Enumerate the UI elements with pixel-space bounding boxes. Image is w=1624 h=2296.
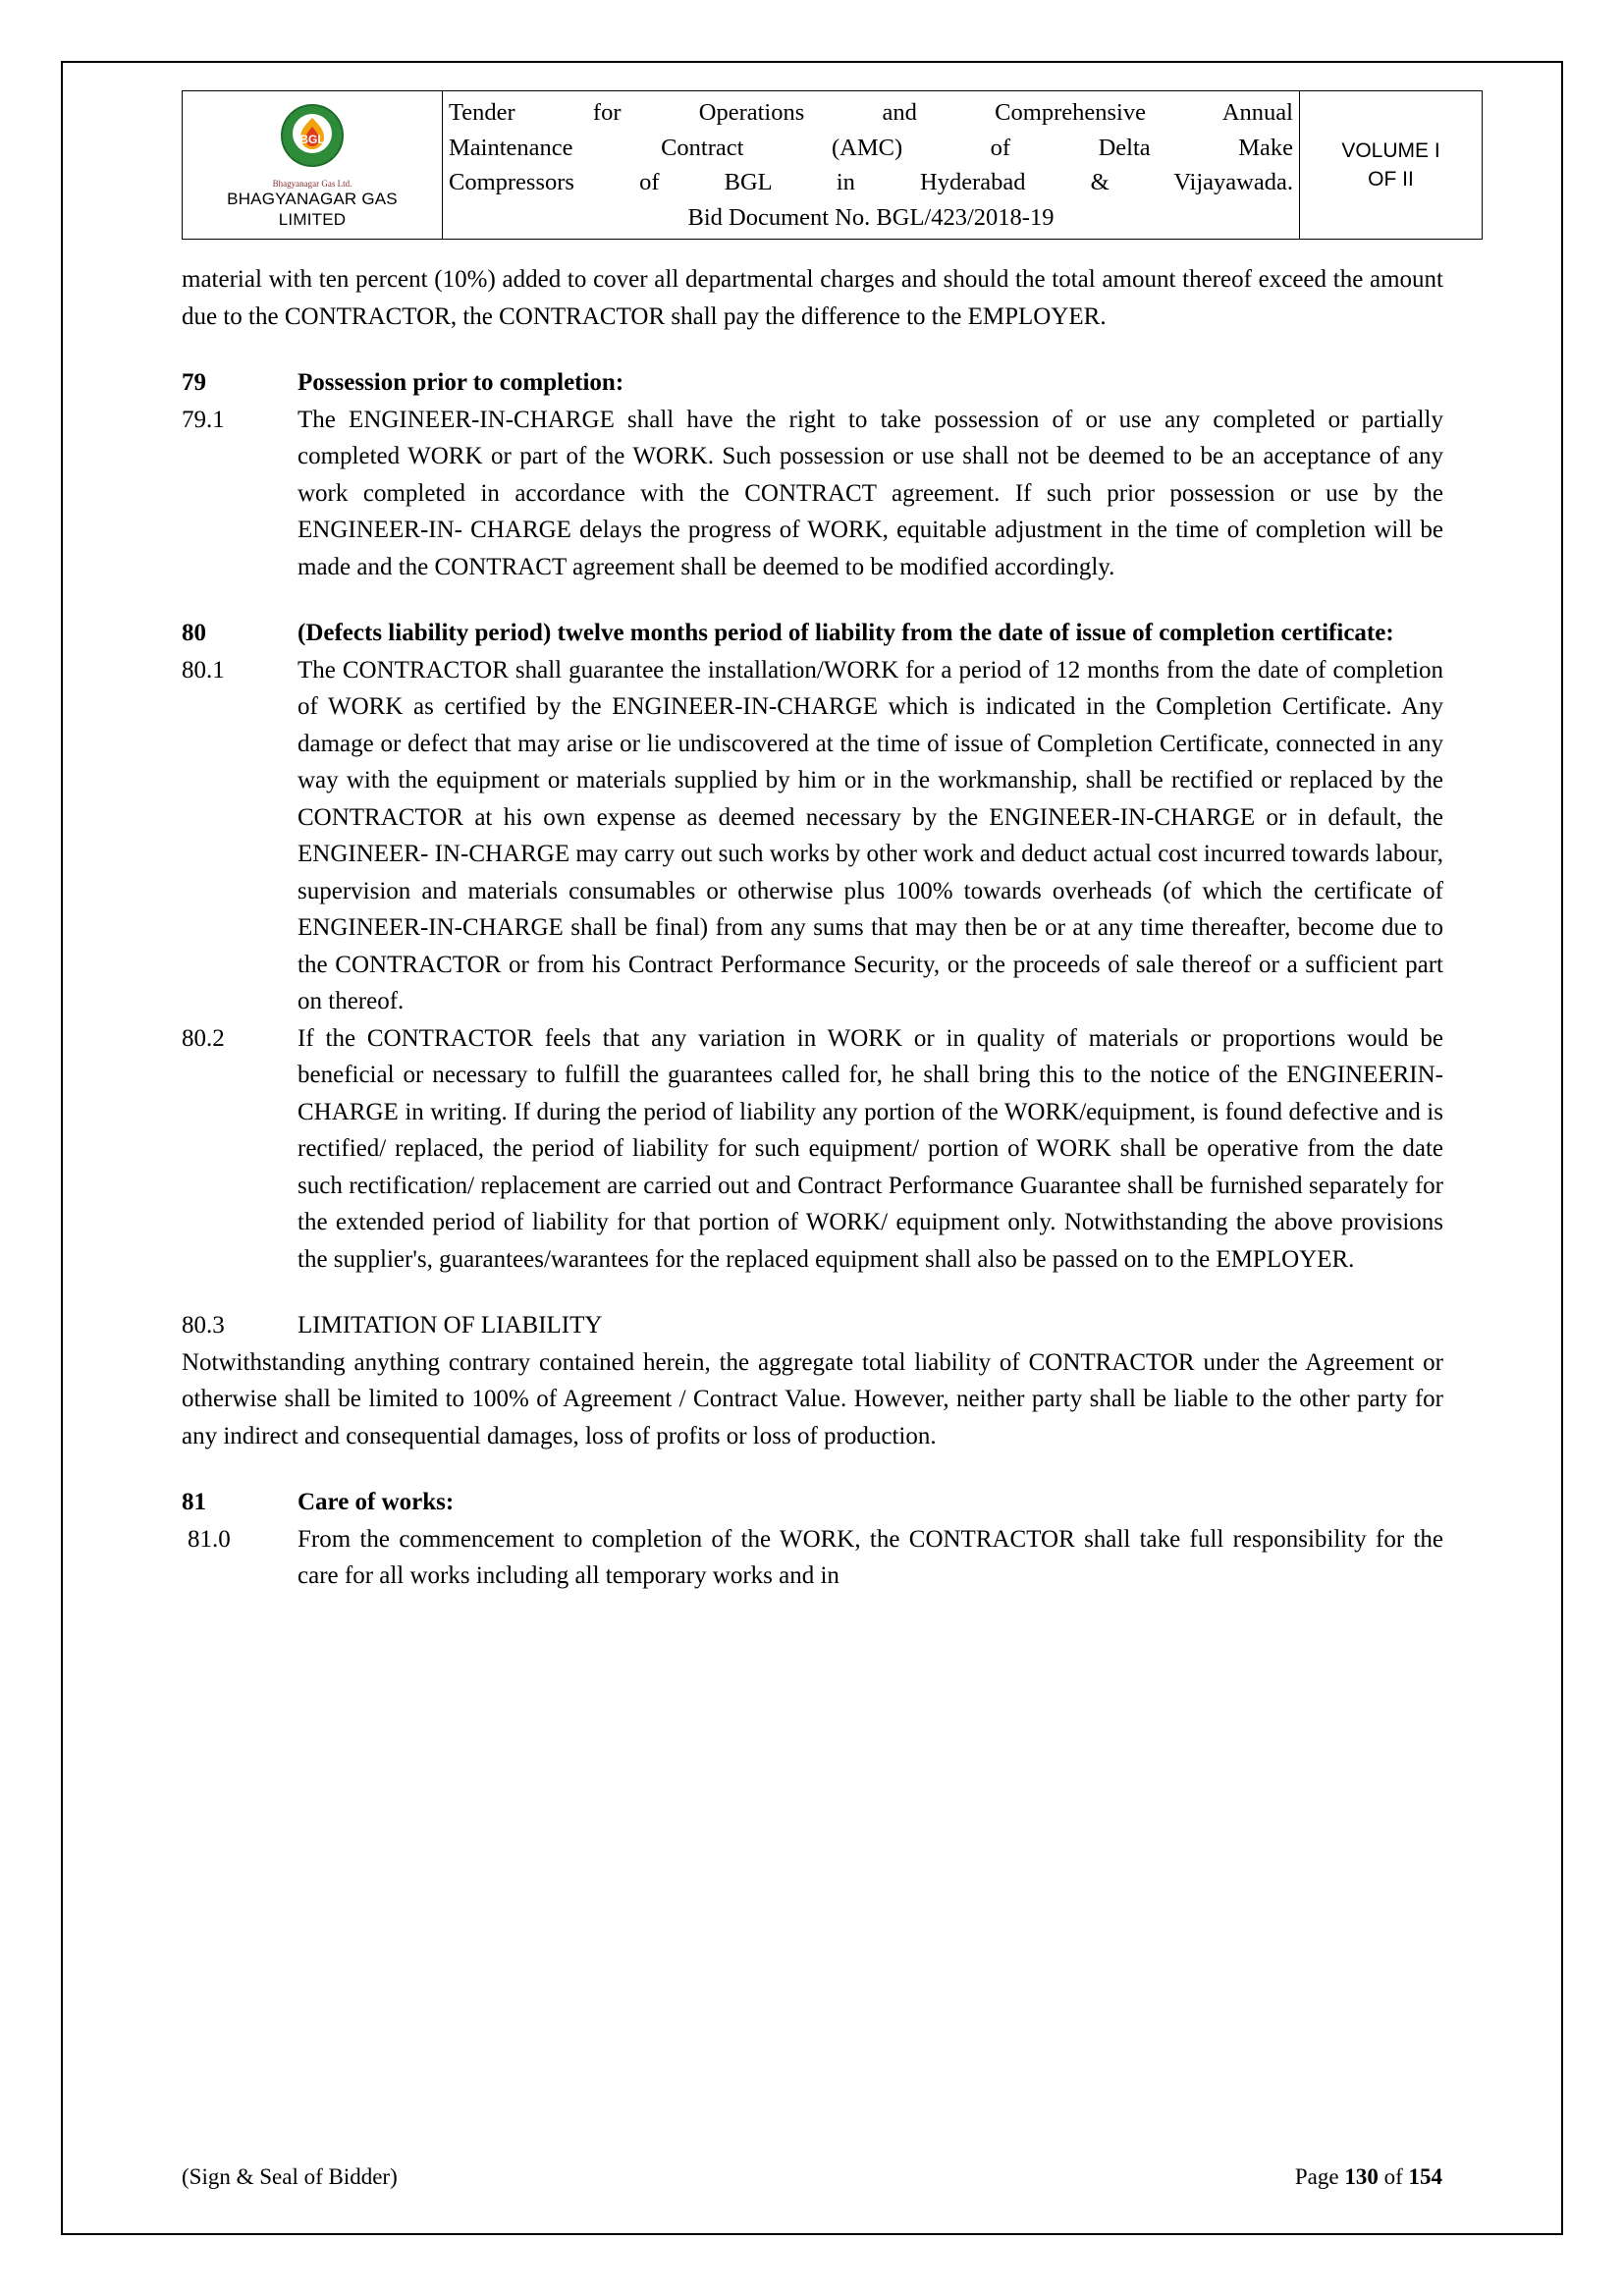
footer-page-number xyxy=(1295,2164,1442,2190)
document-header-table xyxy=(182,90,1483,240)
header-title-line-1: Tender for Operations and Comprehensive Annual xyxy=(449,99,1293,126)
volume-line-1: VOLUME I xyxy=(1341,138,1440,162)
clause-81-0-row xyxy=(182,1521,1443,1595)
company-name-line2: LIMITED xyxy=(278,210,347,230)
clause-79-heading-row xyxy=(182,364,1443,402)
clause-80-2-number: 80.2 xyxy=(182,1024,225,1052)
page-footer xyxy=(182,2164,1442,2190)
header-bid-document-number: Bid Document No. BGL/423/2018-19 xyxy=(687,203,1055,231)
clause-80-3-number: 80.3 xyxy=(182,1312,225,1339)
clause-79-1-text: The ENGINEER-IN-CHARGE shall have the right to take possession of or use any completed or partially completed WORK or part of the WORK. Such possession or use shall not be deemed to be an acceptance of any work completed in accordance with the CONTRACT agreement. If such prior possession or use by the ENGINEER-IN- CHARGE delays the progress of WORK, equitable adjustment in the time of completion will be made and the CONTRACT agreement shall be deemed to be modified accordingly. xyxy=(298,406,1443,580)
svg-text:BGL: BGL xyxy=(299,132,325,146)
spacer xyxy=(182,585,1443,615)
header-volume-cell xyxy=(1300,91,1483,240)
spacer xyxy=(182,335,1443,364)
header-title-cell xyxy=(443,91,1300,240)
clause-79-heading: Possession prior to completion: xyxy=(298,369,624,397)
clause-80-heading: (Defects liability period) twelve months period of liability from the date of issue of completion certificate: xyxy=(298,620,1394,647)
footer-page-label: Page xyxy=(1294,2164,1339,2189)
footer-current-page: 130 xyxy=(1344,2164,1379,2189)
clause-80-1-text: The CONTRACTOR shall guarantee the installation/WORK for a period of 12 months from the date of completion of WORK as certified by the ENGINEER-IN-CHARGE which is indicated in the Completion Certificate. Any damage or defect that may arise or lie undiscovered at the time of issue of Completion Certificate, connected in any way with the equipment or materials supplied by him or in the workmanship, shall be rectified or replaced by the CONTRACTOR at his own expense as deemed necessary by the ENGINEER-IN-CHARGE or in default, the ENGINEER- IN-CHARGE may carry out such works by other work and deduct actual cost incurred towards labour, supervision and materials consumables or otherwise plus 100% towards overheads (of which the certificate of ENGINEER-IN-CHARGE shall be final) from any sums that may then be or at any time thereafter, become due to the CONTRACTOR or from his Contract Performance Security, or the proceeds of sale thereof or a sufficient part on thereof. xyxy=(298,656,1443,1015)
clause-80-3-text: Notwithstanding anything contrary contained herein, the aggregate total liability of CONTRACTOR under the Agreement or otherwise shall be limited to 100% of Agreement / Contract Value. However, neither party shall be liable to the other party for any indirect and consequential damages, loss of profits or loss of production. xyxy=(182,1348,1443,1449)
clause-81-number: 81 xyxy=(182,1489,206,1516)
logo-caption: Bhagyanagar Gas Ltd. xyxy=(272,178,352,189)
volume-line-2: OF II xyxy=(1368,168,1414,191)
company-logo-icon xyxy=(269,100,355,179)
header-row xyxy=(183,91,1483,240)
clause-81-0-number: 81.0 xyxy=(188,1525,231,1553)
clause-80-3-heading: LIMITATION OF LIABILITY xyxy=(298,1312,603,1339)
clause-79-1-number: 79.1 xyxy=(182,406,225,433)
continuation-paragraph: material with ten percent (10%) added to cover all departmental charges and should the total amount thereof exceed the amount due to the CONTRACTOR, the CONTRACTOR shall pay the difference to the EMPLOYER. xyxy=(182,266,1443,330)
header-title-line-2: Maintenance Contract (AMC) of Delta Make xyxy=(449,134,1293,161)
header-title-line-3: Compressors of BGL in Hyderabad & Vijayawada. xyxy=(449,169,1293,196)
clause-79-1-row xyxy=(182,402,1443,586)
clause-80-1-number: 80.1 xyxy=(182,656,225,683)
clause-80-heading-row xyxy=(182,615,1443,652)
footer-signature-label: (Sign & Seal of Bidder) xyxy=(182,2164,398,2189)
spacer xyxy=(182,1454,1443,1484)
company-name-line1: BHAGYANAGAR GAS xyxy=(227,189,398,208)
clause-81-heading: Care of works: xyxy=(298,1489,455,1516)
clause-81-0-text: From the commencement to completion of the WORK, the CONTRACTOR shall take full responsibility for the care for all works including all temporary works and in xyxy=(298,1525,1443,1590)
clause-80-number: 80 xyxy=(182,620,206,647)
clause-80-2-row xyxy=(182,1020,1443,1279)
footer-of-label: of xyxy=(1383,2164,1403,2189)
footer-total-pages: 154 xyxy=(1408,2164,1442,2189)
page-content xyxy=(182,90,1443,1595)
clause-80-1-row xyxy=(182,652,1443,1020)
clause-80-2-text: If the CONTRACTOR feels that any variation in WORK or in quality of materials or proportions would be beneficial or necessary to fulfill the guarantees called for, he shall bring this to the notice of the ENGINEERIN- CHARGE in writing. If during the period of liability any portion of the WORK/equipment, is found defective and is rectified/ replaced, the period of liability for such equipment/ portion of WORK shall be operative from the date such rectification/ replacement are carried out and Contract Performance Guarantee shall be furnished separately for the extended period of liability for that portion of WORK/ equipment only. Notwithstanding the above provisions the supplier's, guarantees/warantees for the replaced equipment shall also be passed on to the EMPLOYER. xyxy=(298,1024,1443,1273)
clause-81-heading-row xyxy=(182,1484,1443,1521)
spacer xyxy=(182,1278,1443,1307)
document-body xyxy=(182,261,1443,1595)
clause-79-number: 79 xyxy=(182,369,206,397)
clause-80-3-row xyxy=(182,1307,1443,1344)
header-logo-cell xyxy=(183,91,443,240)
